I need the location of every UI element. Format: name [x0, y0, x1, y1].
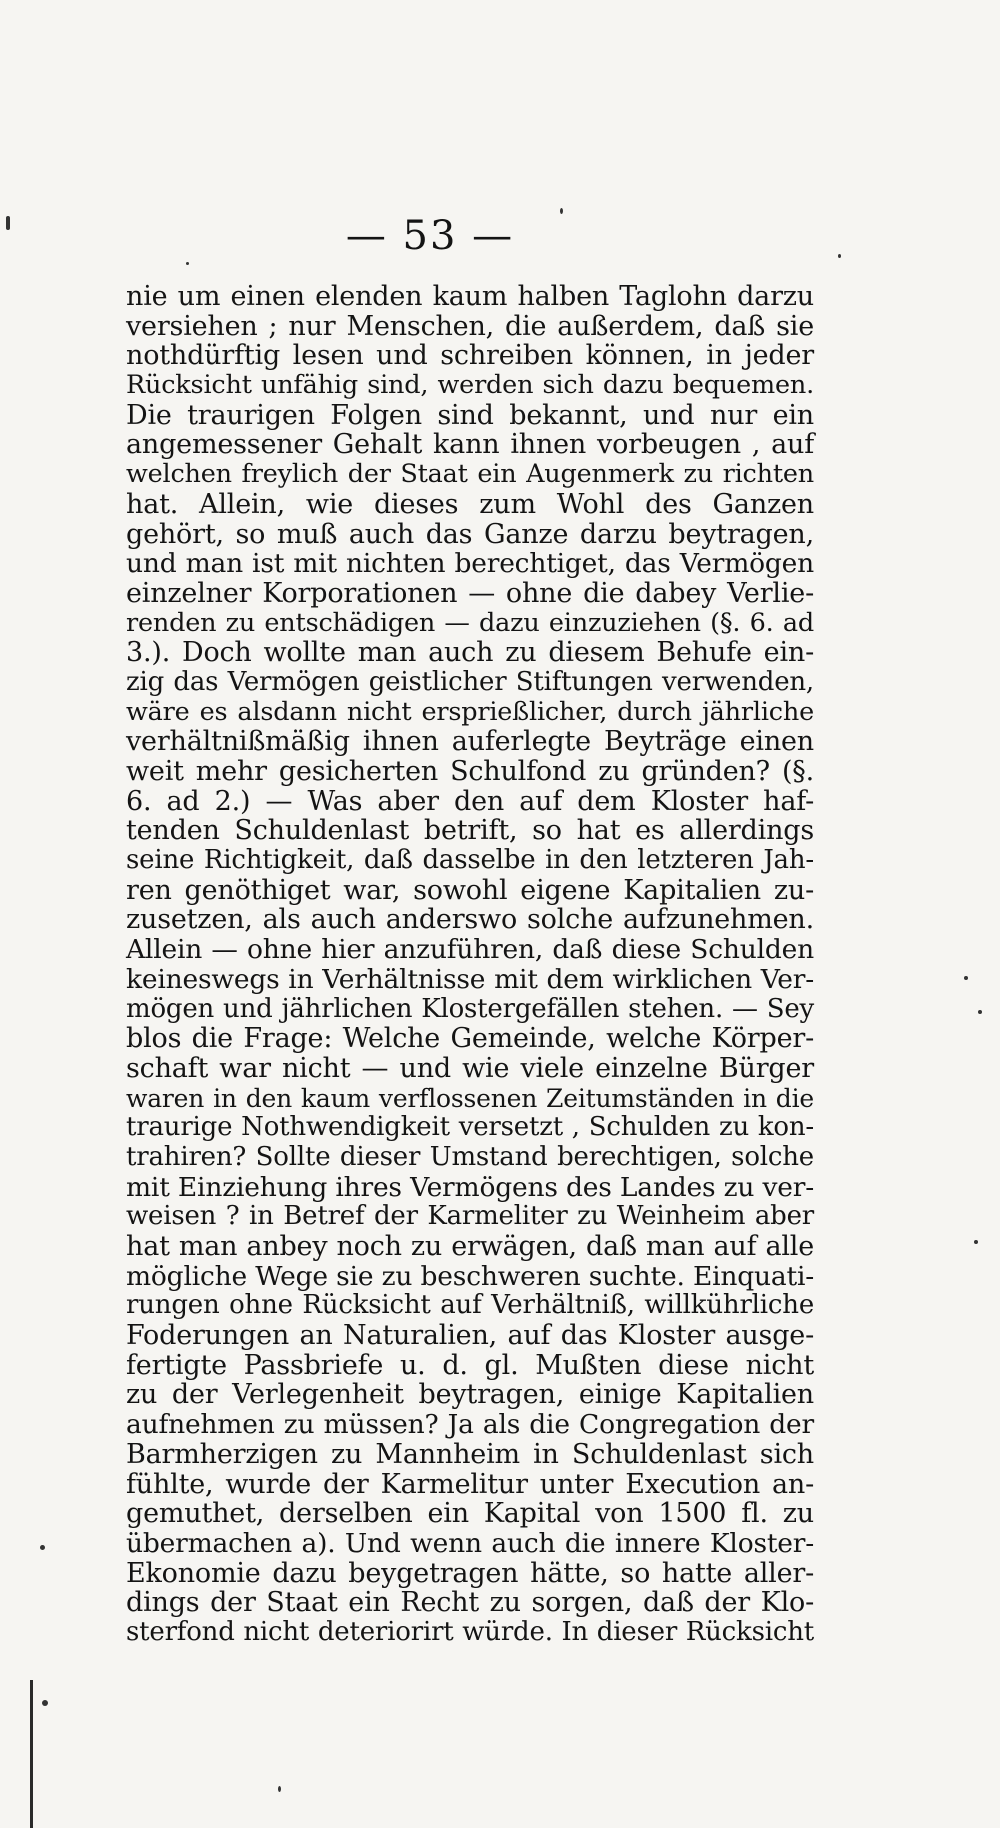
text-line: nothdürftig lesen und schreiben können, in jeder — [126, 340, 814, 372]
ink-speck — [42, 1700, 48, 1706]
text-line: 3.). Doch wollte man auch zu diesem Behufe ein- — [126, 637, 814, 669]
text-line: fühlte, wurde der Karmelitur unter Execution an- — [126, 1468, 814, 1500]
text-line: rungen ohne Rücksicht auf Verhältniß, willkührliche — [126, 1290, 814, 1321]
text-line: traurige Nothwendigkeit versetzt , Schulden zu kon- — [126, 1112, 814, 1143]
text-line: Foderungen an Naturalien, auf das Kloster ausge- — [126, 1320, 814, 1352]
text-line: zu der Verlegenheit beytragen, einige Kapitalien — [126, 1379, 814, 1411]
text-line: nie um einen elenden kaum halben Taglohn darzu — [126, 281, 814, 312]
body-text — [126, 282, 814, 1648]
text-line: gemuthet, derselben ein Kapital von 1500 fl. zu — [126, 1498, 814, 1530]
text-line: Barmherzigen zu Mannheim in Schuldenlast sich — [126, 1438, 814, 1470]
text-line: seine Richtigkeit, daß dasselbe in den letzteren Jah- — [126, 845, 814, 876]
text-line: zusetzen, als auch anderswo solche aufzunehmen. — [126, 904, 814, 936]
text-line: Rücksicht unfähig sind, werden sich dazu bequemen. — [126, 370, 814, 401]
text-line: mögen und jährlichen Klostergefällen stehen. — Sey — [126, 993, 814, 1024]
ink-speck — [560, 208, 563, 214]
text-line: hat man anbey noch zu erwägen, daß man auf alle — [126, 1231, 814, 1262]
text-line: weit mehr gesicherten Schulfond zu gründen? (§. — [126, 756, 814, 787]
ink-speck — [186, 262, 189, 265]
text-line: fertigte Passbriefe u. d. gl. Mußten diese nicht — [126, 1349, 814, 1381]
text-line: ren genöthiget war, sowohl eigene Kapitalien zu- — [126, 874, 814, 906]
text-line: welchen freylich der Staat ein Augenmerk zu richten — [126, 459, 814, 490]
text-line: übermachen a). Und wenn auch die innere Kloster- — [126, 1527, 814, 1559]
text-line: mögliche Wege sie zu beschweren suchte. Einquati- — [126, 1260, 814, 1292]
text-line: 6. ad 2.) — Was aber den auf dem Kloster haf- — [126, 785, 814, 817]
text-line: renden zu entschädigen — dazu einzuziehen (§. 6. ad — [126, 607, 814, 638]
text-line: hat. Allein, wie dieses zum Wohl des Ganzen — [126, 488, 814, 520]
ink-speck — [964, 976, 968, 980]
ink-speck — [6, 216, 10, 230]
text-line: wäre es alsdann nicht ersprießlicher, durch jährliche — [126, 696, 814, 727]
text-line: tenden Schuldenlast betrift, so hat es allerdings — [126, 815, 814, 847]
text-line: zig das Vermögen geistlicher Stiftungen verwenden, — [126, 666, 814, 697]
text-line: Die traurigen Folgen sind bekannt, und nur ein — [126, 399, 814, 431]
page-number: — 53 — — [345, 213, 515, 259]
text-line: und man ist mit nichten berechtiget, das Vermögen — [126, 548, 814, 580]
ink-speck — [278, 1786, 281, 1792]
text-line: aufnehmen zu müssen? Ja als die Congregation der — [126, 1409, 814, 1441]
text-line: verhältnißmäßig ihnen auferlegte Beyträge einen — [126, 726, 814, 758]
ink-speck — [978, 1010, 982, 1014]
ink-speck — [838, 254, 841, 258]
text-line: blos die Frage: Welche Gemeinde, welche Körper- — [126, 1023, 814, 1055]
text-line: waren in den kaum verflossenen Zeitumständen in die — [126, 1083, 814, 1113]
text-line: weisen ? in Betref der Karmeliter zu Weinheim aber — [126, 1201, 814, 1232]
ink-speck — [40, 1545, 45, 1550]
text-line: keineswegs in Verhältnisse mit dem wirklichen Ver- — [126, 963, 814, 995]
text-line: mit Einziehung ihres Vermögens des Landes zu ver- — [126, 1171, 814, 1203]
text-line: sterfond nicht deteriorirt würde. In dieser Rücksicht — [126, 1616, 814, 1647]
text-line: versiehen ; nur Menschen, die außerdem, daß sie — [126, 310, 814, 342]
text-line: gehört, so muß auch das Ganze darzu beytragen, — [126, 518, 814, 550]
text-line: dings der Staat ein Recht zu sorgen, daß der Klo- — [126, 1587, 814, 1619]
text-line: Ekonomie dazu beygetragen hätte, so hatte aller- — [126, 1557, 814, 1589]
text-line: Allein — ohne hier anzuführen, daß diese Schulden — [126, 934, 814, 966]
text-line: angemessener Gehalt kann ihnen vorbeugen , auf — [126, 429, 814, 461]
text-line: trahiren? Sollte dieser Umstand berechtigen, solche — [126, 1141, 814, 1172]
text-line: einzelner Korporationen — ohne die dabey Verlie- — [126, 577, 814, 609]
ink-speck — [974, 1240, 978, 1244]
text-line: schaft war nicht — und wie viele einzelne Bürger — [126, 1052, 814, 1084]
scan-edge-mark — [30, 1680, 33, 1828]
